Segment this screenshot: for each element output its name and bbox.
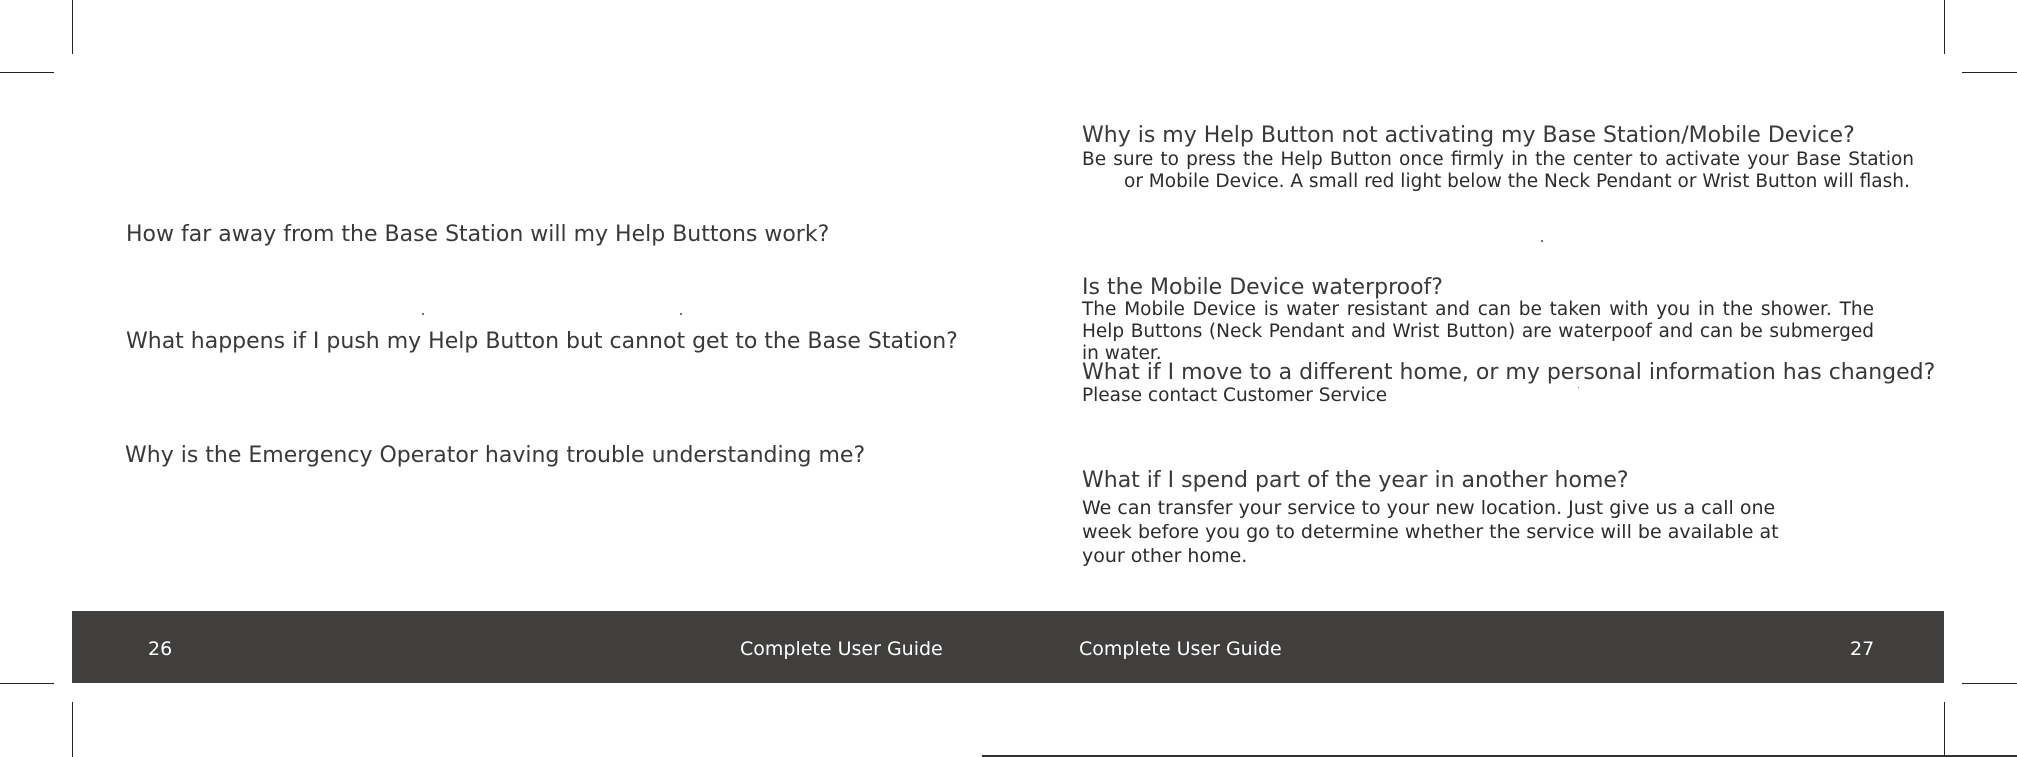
right-page-number: 27 <box>1850 638 1875 660</box>
right-footer-title: Complete User Guide <box>1079 638 1282 660</box>
footer-band <box>72 611 1944 683</box>
crop-mark-top-right-vertical <box>1944 0 1945 54</box>
stray-mark <box>1541 240 1543 242</box>
left-question-1: How far away from the Base Station will my Help Buttons work? <box>126 222 830 247</box>
right-answer-1: Be sure to press the Help Button once firmly in the center to activate your Base Station or Mobile Device. A small red light below the Neck Pendant or Wrist Button will flash. <box>1082 149 1914 192</box>
left-question-3: Why is the Emergency Operator having trouble understanding me? <box>125 443 866 468</box>
right-question-4: What if I spend part of the year in another home? <box>1082 468 1629 493</box>
left-page-number: 26 <box>148 638 173 660</box>
crop-mark-bottom-left-horizontal <box>0 683 54 684</box>
crop-mark-top-left-horizontal <box>0 72 54 73</box>
stray-mark <box>680 313 682 315</box>
right-answer-4: We can transfer your service to your new location. Just give us a call one week before you go to determine whether the service will be available at your other home. <box>1082 497 1779 567</box>
stray-mark <box>1578 387 1579 388</box>
crop-mark-top-right-horizontal <box>1962 72 2017 73</box>
right-question-3: What if I move to a different home, or my personal information has changed? <box>1082 360 1936 385</box>
right-question-1: Why is my Help Button not activating my Base Station/Mobile Device? <box>1082 123 1855 148</box>
crop-mark-bottom-right-vertical <box>1944 702 1945 757</box>
crop-mark-top-left-vertical <box>72 0 73 54</box>
stray-mark <box>422 313 424 315</box>
crop-mark-bottom-right-horizontal <box>1962 683 2017 684</box>
left-question-2: What happens if I push my Help Button but cannot get to the Base Station? <box>126 329 958 354</box>
crop-mark-bottom-left-vertical <box>72 702 73 757</box>
right-question-2: Is the Mobile Device waterproof? <box>1082 275 1443 300</box>
left-footer-title: Complete User Guide <box>740 638 943 660</box>
right-answer-2: The Mobile Device is water resistant and can be taken with you in the shower. The Help Buttons (Neck Pendant and Wrist Button) are waterpoof and can be submerged in water. <box>1082 299 1874 364</box>
right-answer-3: Please contact Customer Service <box>1082 385 1388 406</box>
